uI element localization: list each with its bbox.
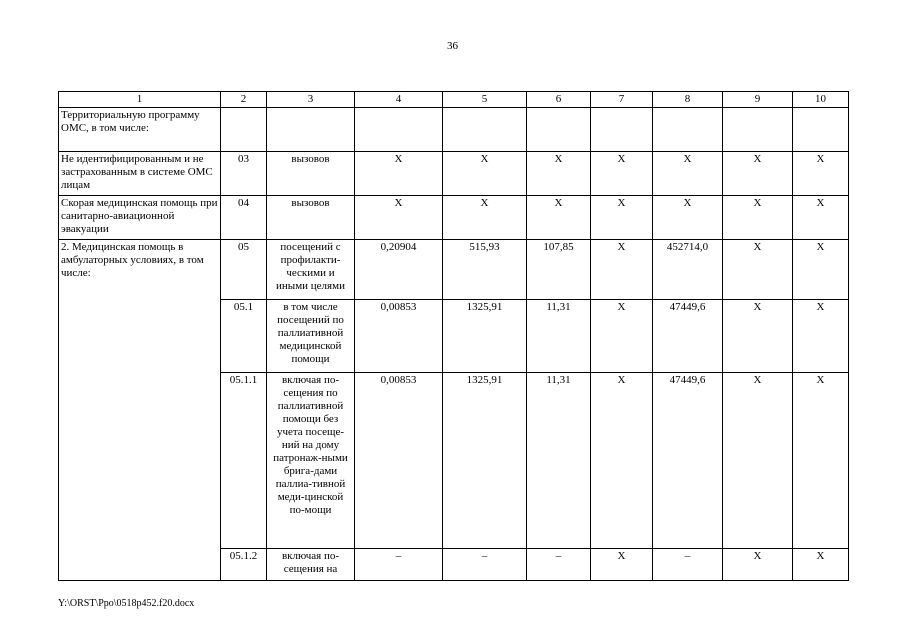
table-cell: 107,85 [527, 240, 591, 300]
table-cell: Территориальную программу ОМС, в том числе: [59, 108, 221, 152]
table-cell [653, 108, 723, 152]
table-cell: 47449,6 [653, 373, 723, 549]
table-cell: 47449,6 [653, 300, 723, 373]
table-cell: вызовов [267, 152, 355, 196]
table-cell: 05.1.1 [221, 373, 267, 549]
table-cell: Х [591, 240, 653, 300]
table-cell: Х [591, 196, 653, 240]
table-cell: вызовов [267, 196, 355, 240]
table-row [59, 108, 849, 152]
table-cell: Х [793, 240, 849, 300]
table-cell: Х [793, 300, 849, 373]
table-row [59, 240, 849, 300]
header-cell: 5 [443, 92, 527, 108]
header-cell: 6 [527, 92, 591, 108]
header-cell: 2 [221, 92, 267, 108]
table-cell: включая по-сещения на [267, 549, 355, 581]
table-cell: Х [793, 152, 849, 196]
table-cell: 11,31 [527, 373, 591, 549]
table-cell: 05.1.2 [221, 549, 267, 581]
table-cell: 11,31 [527, 300, 591, 373]
table-cell [221, 108, 267, 152]
table-cell: Х [723, 152, 793, 196]
table-cell: Не идентифицированным и не застрахованным в системе ОМС лицам [59, 152, 221, 196]
table-cell [591, 108, 653, 152]
table-cell: Х [723, 549, 793, 581]
table-cell: 2. Медицинская помощь в амбулаторных условиях, в том числе: [59, 240, 221, 581]
table-cell: – [653, 549, 723, 581]
table-cell: 0,20904 [355, 240, 443, 300]
table-cell: Х [653, 152, 723, 196]
table-cell: – [443, 549, 527, 581]
header-cell: 10 [793, 92, 849, 108]
table-cell: Х [591, 300, 653, 373]
table-cell [527, 108, 591, 152]
page-number: 36 [447, 40, 458, 52]
table-cell: Х [355, 196, 443, 240]
table-cell: Х [591, 549, 653, 581]
table-cell: Х [355, 152, 443, 196]
table-cell: 0,00853 [355, 300, 443, 373]
table-cell: Х [793, 373, 849, 549]
table-cell [355, 108, 443, 152]
table-row [59, 196, 849, 240]
table-cell: Х [527, 196, 591, 240]
table-cell [443, 108, 527, 152]
table-cell [267, 108, 355, 152]
table-cell: включая по-сещения по паллиативной помощи без учета посеще-ний на дому патронаж-ными брига-дами паллиа-тивной меди-цинской по-мощи [267, 373, 355, 549]
table-header-row [59, 92, 849, 108]
header-cell: 7 [591, 92, 653, 108]
table-row [59, 152, 849, 196]
table-cell: Х [443, 152, 527, 196]
table-cell: 515,93 [443, 240, 527, 300]
table-cell: 04 [221, 196, 267, 240]
table-cell: Х [793, 196, 849, 240]
table-cell: в том числе посещений по паллиативной медицинской помощи [267, 300, 355, 373]
table-cell: Х [723, 373, 793, 549]
table-cell: – [355, 549, 443, 581]
header-cell: 1 [59, 92, 221, 108]
header-cell: 3 [267, 92, 355, 108]
table-cell: Х [723, 196, 793, 240]
table-cell: Х [443, 196, 527, 240]
data-table [58, 91, 849, 581]
table-cell: 05.1 [221, 300, 267, 373]
header-cell: 4 [355, 92, 443, 108]
table-cell: 05 [221, 240, 267, 300]
header-cell: 9 [723, 92, 793, 108]
header-cell: 8 [653, 92, 723, 108]
table-cell: – [527, 549, 591, 581]
table-cell: Х [527, 152, 591, 196]
table-cell: Х [793, 549, 849, 581]
footer-file-path: Y:\ORST\Ppo\0518p452.f20.docx [58, 598, 195, 609]
table-cell: 452714,0 [653, 240, 723, 300]
table-cell: Скорая медицинская помощь при санитарно-авиационной эвакуации [59, 196, 221, 240]
table-cell: 03 [221, 152, 267, 196]
table-cell: Х [723, 300, 793, 373]
table-cell: 1325,91 [443, 373, 527, 549]
table-cell: Х [723, 240, 793, 300]
table-cell: Х [591, 373, 653, 549]
table-cell: посещений с профилакти-ческими и иными целями [267, 240, 355, 300]
table-cell: Х [653, 196, 723, 240]
table-cell: 1325,91 [443, 300, 527, 373]
table-cell [723, 108, 793, 152]
table-cell: 0,00853 [355, 373, 443, 549]
table-cell [793, 108, 849, 152]
table-cell: Х [591, 152, 653, 196]
